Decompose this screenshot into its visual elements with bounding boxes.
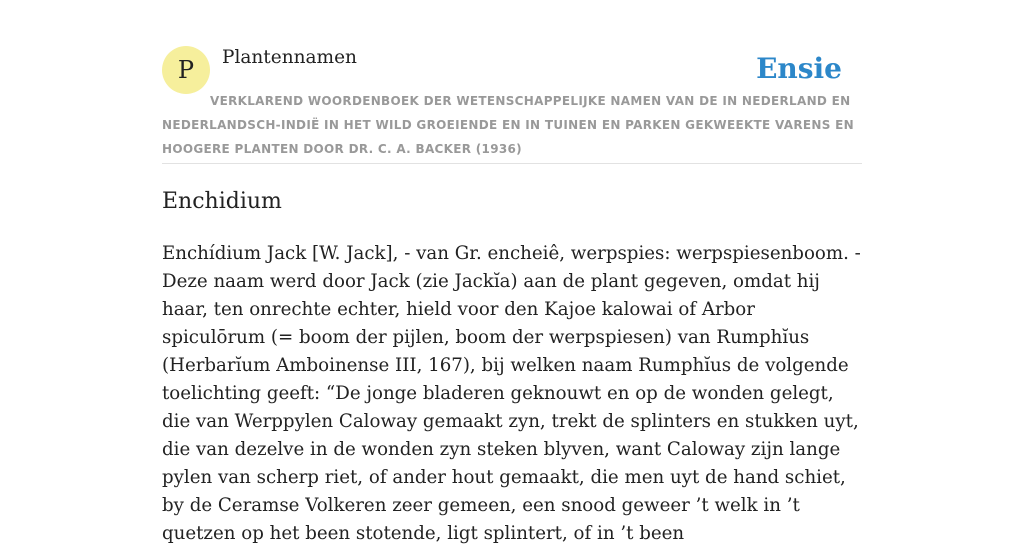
ensie-logo-link[interactable]: Ensie xyxy=(756,52,842,85)
entry-body: Enchídium Jack [W. Jack], - van Gr. encheiê, werpspies: werpspiesenboom. - Deze naam werd door Jack (zie Jackĭa) aan de plant gegeven, omdat hij haar, ten onrechte echter, hield voor den Kajoe kalowai of Arbor spiculōrum (= boom der pijlen, boom der werpspiesen) van Rumphĭus (Herbarĭum Amboinense III, 167), bij welken naam Rumphĭus de volgende toelichting geeft: “De jonge bladeren geknouwt en op de wonden gelegt, die van Werppylen Caloway gemaakt zyn, trekt de splinters en stukken uyt, die van dezelve in de wonden zyn steken blyven, want Caloway zijn lange pylen van scherp riet, of ander hout gemaakt, die men uyt de hand schiet, by de Ceramse Volkeren zeer gemeen, een snood geweer ’t welk in ’t quetzen op het been stotende, ligt splintert, of in ’t been xyxy=(162,243,861,544)
dictionary-avatar[interactable]: P xyxy=(162,46,210,94)
entry-title: Enchidium xyxy=(162,189,282,214)
site-header xyxy=(162,46,862,164)
dictionary-description: VERKLAREND WOORDENBOEK DER WETENSCHAPPELIJKE NAMEN VAN DE IN NEDERLAND EN NEDERLANDSCH-INDIË IN HET WILD GROEIENDE EN IN TUINEN EN PARKEN GEKWEEKTE VARENS EN HOOGERE PLANTEN DOOR DR. C. A. BACKER (1936) xyxy=(162,94,855,156)
dictionary-title-link[interactable]: Plantennamen xyxy=(222,47,357,68)
